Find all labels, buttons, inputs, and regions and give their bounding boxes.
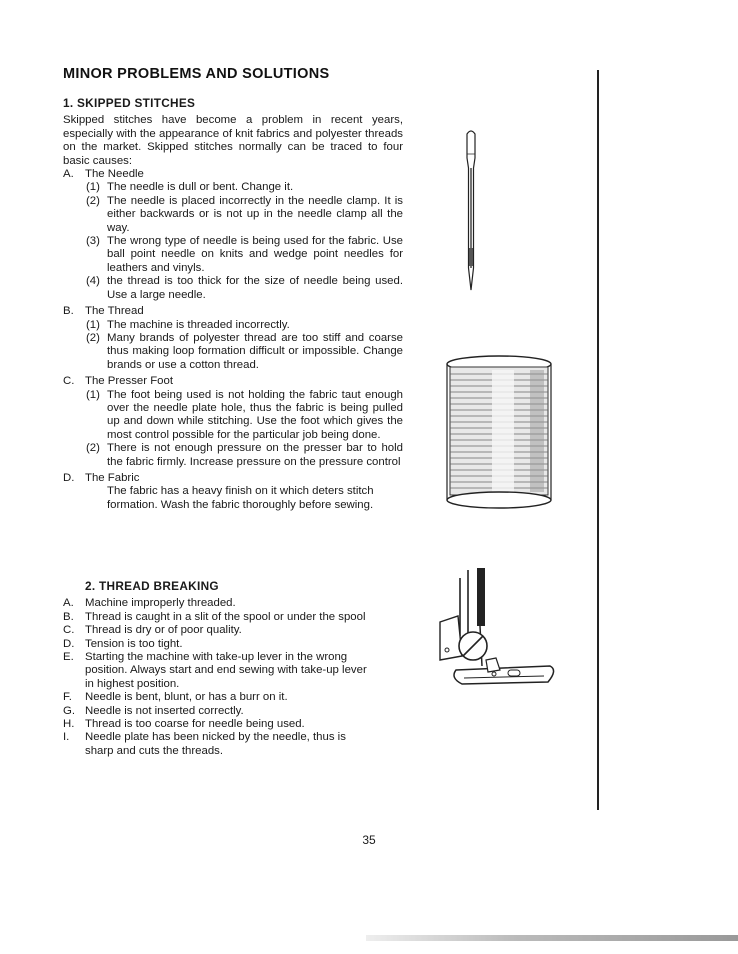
thread-spool-illustration [442, 352, 557, 512]
page-number: 35 [362, 833, 376, 847]
list-item: (1) The foot being used is not holding the fabric taut enough over the needle plate hole, thus the fabric is being pulled up and down while stitching. Use the foot which gives the most control possible for the particular job being done. [86, 388, 403, 441]
list-item: (2) The needle is placed incorrectly in the needle clamp. It is either backwards or is not up in the needle clamp all the way. [86, 194, 403, 234]
section-heading: 2. THREAD BREAKING [85, 579, 219, 593]
list-item: E. Starting the machine with take-up lever in the wrong position. Always start and end sewing with take-up lever in highest position. [63, 651, 367, 690]
list-item: D. Tension is too tight. [63, 637, 183, 650]
list-item: (3) The wrong type of needle is being used for the fabric. Use ball point needle on knits and wedge point needles for leathers and vinyls. [86, 235, 403, 274]
list-item: F. Needle is bent, blunt, or has a burr on it. [63, 691, 288, 704]
list-item: H. Thread is too coarse for needle being used. [63, 718, 305, 731]
list-item: (2) There is not enough pressure on the presser bar to hold the fabric firmly. Increase pressure on the pressure control [86, 442, 403, 468]
section-thread-breaking [63, 579, 375, 758]
cause-group-needle: A. The Needle (1) The needle is dull or bent. Change it. (2) The needle is placed incorrectly in the needle clamp. It is either backwards or is not up in the needle clamp all the way. (3) The wrong type of needle is being used for the fabric. Use ball point needle on knits and wedge point needles for leathers and vinyls. (4) the thread is too thick for the size of needle being used. Use a large needle. [63, 168, 403, 301]
cause-group-fabric: D. The Fabric The fabric has a heavy finish on it which deters stitch formation. Wash the fabric thoroughly before sewing. [63, 472, 403, 512]
list-item: B. Thread is caught in a slit of the spool or under the spool [63, 610, 366, 623]
section-intro: Skipped stitches have become a problem in recent years, especially with the appearance of knit fabrics and polyester threads on the market. Skipped stitches normally can be traced to four basic causes: [63, 114, 403, 167]
section-heading: 1. SKIPPED STITCHES [63, 96, 196, 110]
section-skipped-stitches [63, 97, 403, 512]
list-item: I. Needle plate has been nicked by the needle, thus is sharp and cuts the threads. [63, 731, 346, 757]
list-item: (1) The machine is threaded incorrectly. [86, 318, 290, 331]
list-item: C. Thread is dry or of poor quality. [63, 624, 242, 637]
cause-group-presser-foot: C. The Presser Foot (1) The foot being used is not holding the fabric taut enough over the needle plate hole, thus the fabric is being pulled up and down while stitching. Use the foot which gives the most control possible for the particular job being done. (2) There is not enough pressure on the presser bar to hold the fabric firmly. Increase pressure on the pressure control [63, 375, 403, 468]
list-item: A. Machine improperly threaded. [63, 597, 236, 610]
list-item: G. Needle is not inserted correctly. [63, 704, 244, 717]
page-title: MINOR PROBLEMS AND SOLUTIONS [63, 66, 330, 82]
needle-illustration [458, 128, 488, 293]
list-item: (2) Many brands of polyester thread are too stiff and coarse thus making loop formation difficult or impossible. Change brands or use a cotton thread. [86, 331, 403, 371]
scan-edge-shadow [366, 935, 738, 941]
presser-foot-illustration [420, 566, 560, 696]
list-item: (1) The needle is dull or bent. Change it. [86, 181, 294, 194]
vertical-rule [597, 70, 599, 810]
fabric-paragraph: The fabric has a heavy finish on it which deters stitch formation. Wash the fabric thoroughly before sewing. [107, 485, 374, 511]
cause-group-thread: B. The Thread (1) The machine is threaded incorrectly. (2) Many brands of polyester thread are too stiff and coarse thus making loop formation difficult or impossible. Change brands or use a cotton thread. [63, 305, 403, 371]
list-item: (4) the thread is too thick for the size of needle being used. Use a large needle. [86, 275, 403, 301]
